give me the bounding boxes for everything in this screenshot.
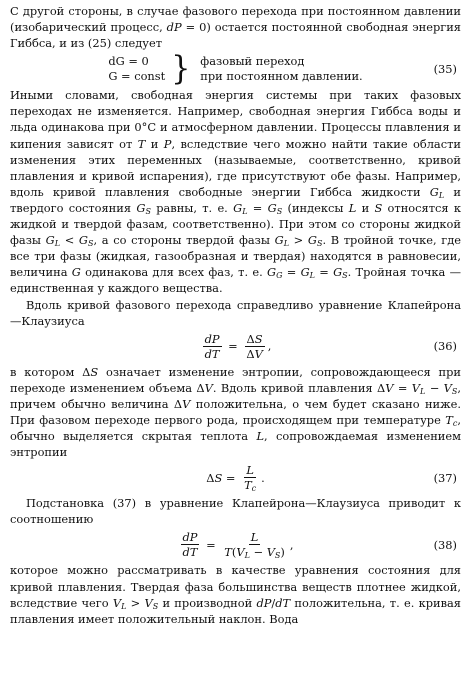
equation-number: (36)	[433, 339, 457, 354]
eq35-line1: dG = 0	[108, 54, 149, 69]
equation-number: (37)	[433, 470, 457, 485]
equation-35	[10, 49, 461, 88]
equation-number: (35)	[433, 62, 457, 77]
eq35-text2: при постоянном давлении.	[200, 69, 363, 84]
equation-number: (38)	[433, 537, 457, 552]
paragraph-4: в котором ΔS означает изменение энтропии, сопровождающееся при переходе изменением объема ΔV. Вдоль кривой плавления $\Delta V = V_L - V_S$, причем обычно величина ΔV положительна, о чем будет сказано ниже. При фазовом переходе первого рода, происходящем при температуре $T_c$, обычно выделяется скрытая теплота L, сопровождаемая изменением энтропии	[10, 364, 461, 460]
right-brace: }	[171, 49, 191, 88]
equation-36: $\frac{dP}{dT}$ = $\frac{\Delta S}{\Delta V}$ , (36)	[204, 331, 457, 361]
paragraph-3: Вдоль кривой фазового перехода справедливо уравнение Клапейрона—Клаузиуса	[10, 297, 461, 328]
paragraph-1: С другой стороны, в случае фазового перехода при постоянном давлении (изобарический процесс, dP = 0) остается постоянной свободная энергия Гиббса, и из (25) следует	[10, 4, 461, 51]
paragraph-2: Иными словами, свободная энергия системы при таких фазовых переходах не изменяется. Например, свободная энергия Гиббса воды и льда одинакова при 0°С и атмосферном давлении. Процессы плавления и кипения зависят от T и P, вследствие чего можно найти такие области изменения этих переменных (называемые, соответственно, кривой плавления и кривой испарения), где присутствуют обе фазы. Например, вдоль кривой плавления свободные энергии Гиббса жидкости $G_L$ и твердого состояния $G_S$ равны, т. е. $G_L = G_S$ (индексы L и S относятся к жидкой и твердой фазам, соответственно). При этом со стороны жидкой фазы $G_L < G_S$, а со стороны твердой фазы $G_L > G_S$. В тройной точке, где все три фазы (жидкая, газообразная и твердая) находятся в равновесии, величина G одинакова для всех фаз, т. е. $G_G = G_L = G_S$. Тройная точка — единственная у каждого вещества.	[10, 88, 461, 296]
eq35-line2: G = const	[108, 69, 166, 84]
eq35-text1: фазовый переход	[200, 54, 305, 69]
paragraph-6: которое можно рассматривать в качестве уравнения состояния для кривой плавления. Твердая фаза большинства веществ плотнее жидкой, вследствие чего $V_L > V_S$ и производной dP/dT положительна, т. е. кривая плавления имеет положительный наклон. Вода	[10, 563, 461, 626]
equation-38: $\frac{dP}{dT}$ = $\frac{L}{T(V_L - V_S)}$ , (38)	[182, 530, 457, 561]
paragraph-5: Подстановка (37) в уравнение Клапейрона—Клаузиуса приводит к соотношению	[10, 496, 461, 527]
equation-37: ΔS = $\frac{L}{T_c}$ . (37)	[206, 463, 457, 494]
